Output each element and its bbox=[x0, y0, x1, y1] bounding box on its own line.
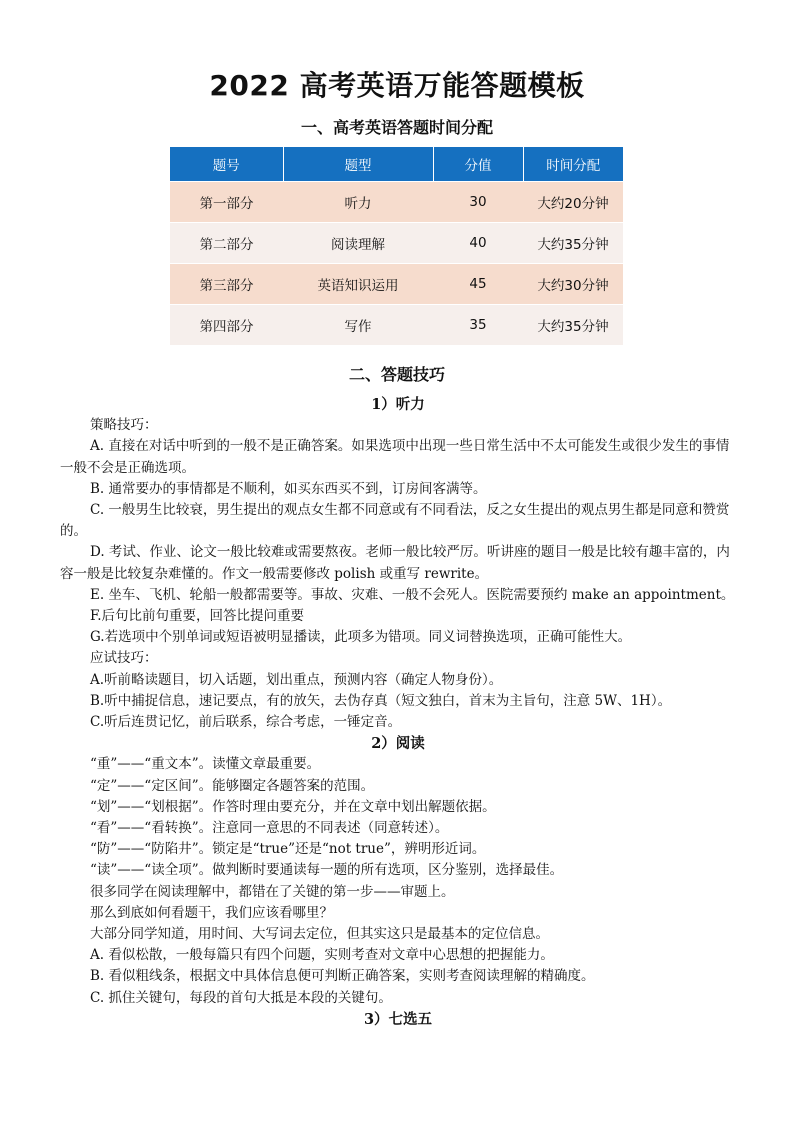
paragraph: 大部分同学知道，用时间、大写词去定位，但其实这只是最基本的定位信息。 bbox=[90, 926, 549, 943]
list-item: B. 看似粗线条，根据文中具体信息便可判断正确答案，实则考查阅读理解的精确度。 bbox=[90, 968, 595, 985]
list-item: A.听前略读题目，切入话题，划出重点，预测内容（确定人物身份）。 bbox=[90, 671, 503, 688]
table-header-row bbox=[170, 147, 623, 182]
table-row bbox=[170, 264, 623, 305]
table-row bbox=[170, 305, 623, 346]
table-header-cell: 题号 bbox=[170, 147, 283, 182]
table-cell: 阅读理解 bbox=[283, 223, 433, 264]
table-row bbox=[170, 182, 623, 223]
section-heading-time-allocation: 一、高考英语答题时间分配 bbox=[300, 118, 493, 137]
list-item: D. 考试、作业、论文一般比较难或需要熬夜。老师一般比较严厉。听讲座的题目一般是比较有趣丰富的，内容一般是比较复杂难懂的。作文一般需要修改 polish 或重写 rewrite。 bbox=[60, 544, 730, 582]
table-cell: 第二部分 bbox=[170, 223, 283, 264]
table-cell: 45 bbox=[433, 264, 523, 305]
table-cell: 40 bbox=[433, 223, 523, 264]
table-cell: 第三部分 bbox=[170, 264, 283, 305]
table-cell: 35 bbox=[433, 305, 523, 346]
exam-tips-label: 应试技巧： bbox=[90, 650, 158, 667]
list-item: “看”——“看转换”。注意同一意思的不同表述（同意转述）。 bbox=[90, 820, 449, 837]
table-cell: 英语知识运用 bbox=[283, 264, 433, 305]
list-item: A. 看似松散，一般每篇只有四个问题，实则考查对文章中心思想的把握能力。 bbox=[90, 947, 554, 964]
list-item: B.听中捕捉信息，速记要点，有的放矢，去伪存真（短文独白，首末为主旨句，注意 5W、1H）。 bbox=[90, 692, 672, 709]
time-allocation-table bbox=[170, 147, 623, 345]
table-header-cell: 时间分配 bbox=[523, 147, 623, 182]
table-cell: 大约35分钟 bbox=[523, 223, 623, 264]
list-item: E. 坐车、飞机、轮船一般都需要等。事故、灾难、一般不会死人。医院需要预约 make an appointment。 bbox=[90, 586, 735, 603]
list-item: “重”——“重文本”。读懂文章最重要。 bbox=[90, 756, 321, 773]
table-cell: 30 bbox=[433, 182, 523, 223]
table-header-cell: 题型 bbox=[283, 147, 433, 182]
list-item: C. 抓住关键句，每段的首句大抵是本段的关键句。 bbox=[90, 989, 392, 1006]
listening-heading: 1）听力 bbox=[371, 396, 425, 413]
reading-heading: 2）阅读 bbox=[371, 735, 425, 753]
paragraph: 那么到底如何看题干，我们应该看哪里？ bbox=[90, 904, 333, 921]
table-cell: 大约20分钟 bbox=[523, 182, 623, 223]
list-item: “读”——“读全项”。做判断时要通读每一题的所有选项，区分鉴别，选择最佳。 bbox=[90, 862, 564, 879]
list-item: “划”——“划根据”。作答时理由要充分，并在文章中划出解题依据。 bbox=[90, 798, 496, 815]
paragraph: 很多同学在阅读理解中，都错在了关键的第一步——审题上。 bbox=[90, 883, 455, 900]
body-content bbox=[60, 394, 736, 1030]
seven-five-heading: 3）七选五 bbox=[363, 1010, 433, 1028]
table-header-cell: 分值 bbox=[433, 147, 523, 182]
document-title: 2022 高考英语万能答题模板 bbox=[209, 69, 585, 102]
list-item: G.若选项中个别单词或短语被明显播读，此项多为错项。同义词替换选项，正确可能性大。 bbox=[90, 629, 632, 646]
section-heading-answer-skills: 二、答题技巧 bbox=[348, 365, 445, 384]
table-cell: 听力 bbox=[283, 182, 433, 223]
strategy-label: 策略技巧： bbox=[90, 417, 158, 434]
table-cell: 写作 bbox=[283, 305, 433, 346]
list-item: “防”——“防陷井”。锁定是“true”还是“not true”，辨明形近词。 bbox=[90, 841, 486, 858]
list-item: C.听后连贯记忆，前后联系，综合考虑，一锤定音。 bbox=[90, 714, 402, 731]
table-cell: 大约35分钟 bbox=[523, 305, 623, 346]
table-cell: 第四部分 bbox=[170, 305, 283, 346]
table-cell: 大约30分钟 bbox=[523, 264, 623, 305]
list-item: B. 通常要办的事情都是不顺利，如买东西买不到，订房间客满等。 bbox=[90, 480, 487, 497]
list-item: “定”——“定区间”。能够圈定各题答案的范围。 bbox=[90, 777, 375, 794]
table-row bbox=[170, 223, 623, 264]
table-cell: 第一部分 bbox=[170, 182, 283, 223]
list-item: A. 直接在对话中听到的一般不是正确答案。如果选项中出现一些日常生活中不太可能发生或很少发生的事情一般不会是正确选项。 bbox=[60, 438, 730, 476]
list-item: F.后句比前句重要，回答比提问重要 bbox=[90, 608, 305, 625]
list-item: C. 一般男生比较衰，男生提出的观点女生都不同意或有不同看法，反之女生提出的观点男生都是同意和赞赏的。 bbox=[60, 502, 730, 540]
